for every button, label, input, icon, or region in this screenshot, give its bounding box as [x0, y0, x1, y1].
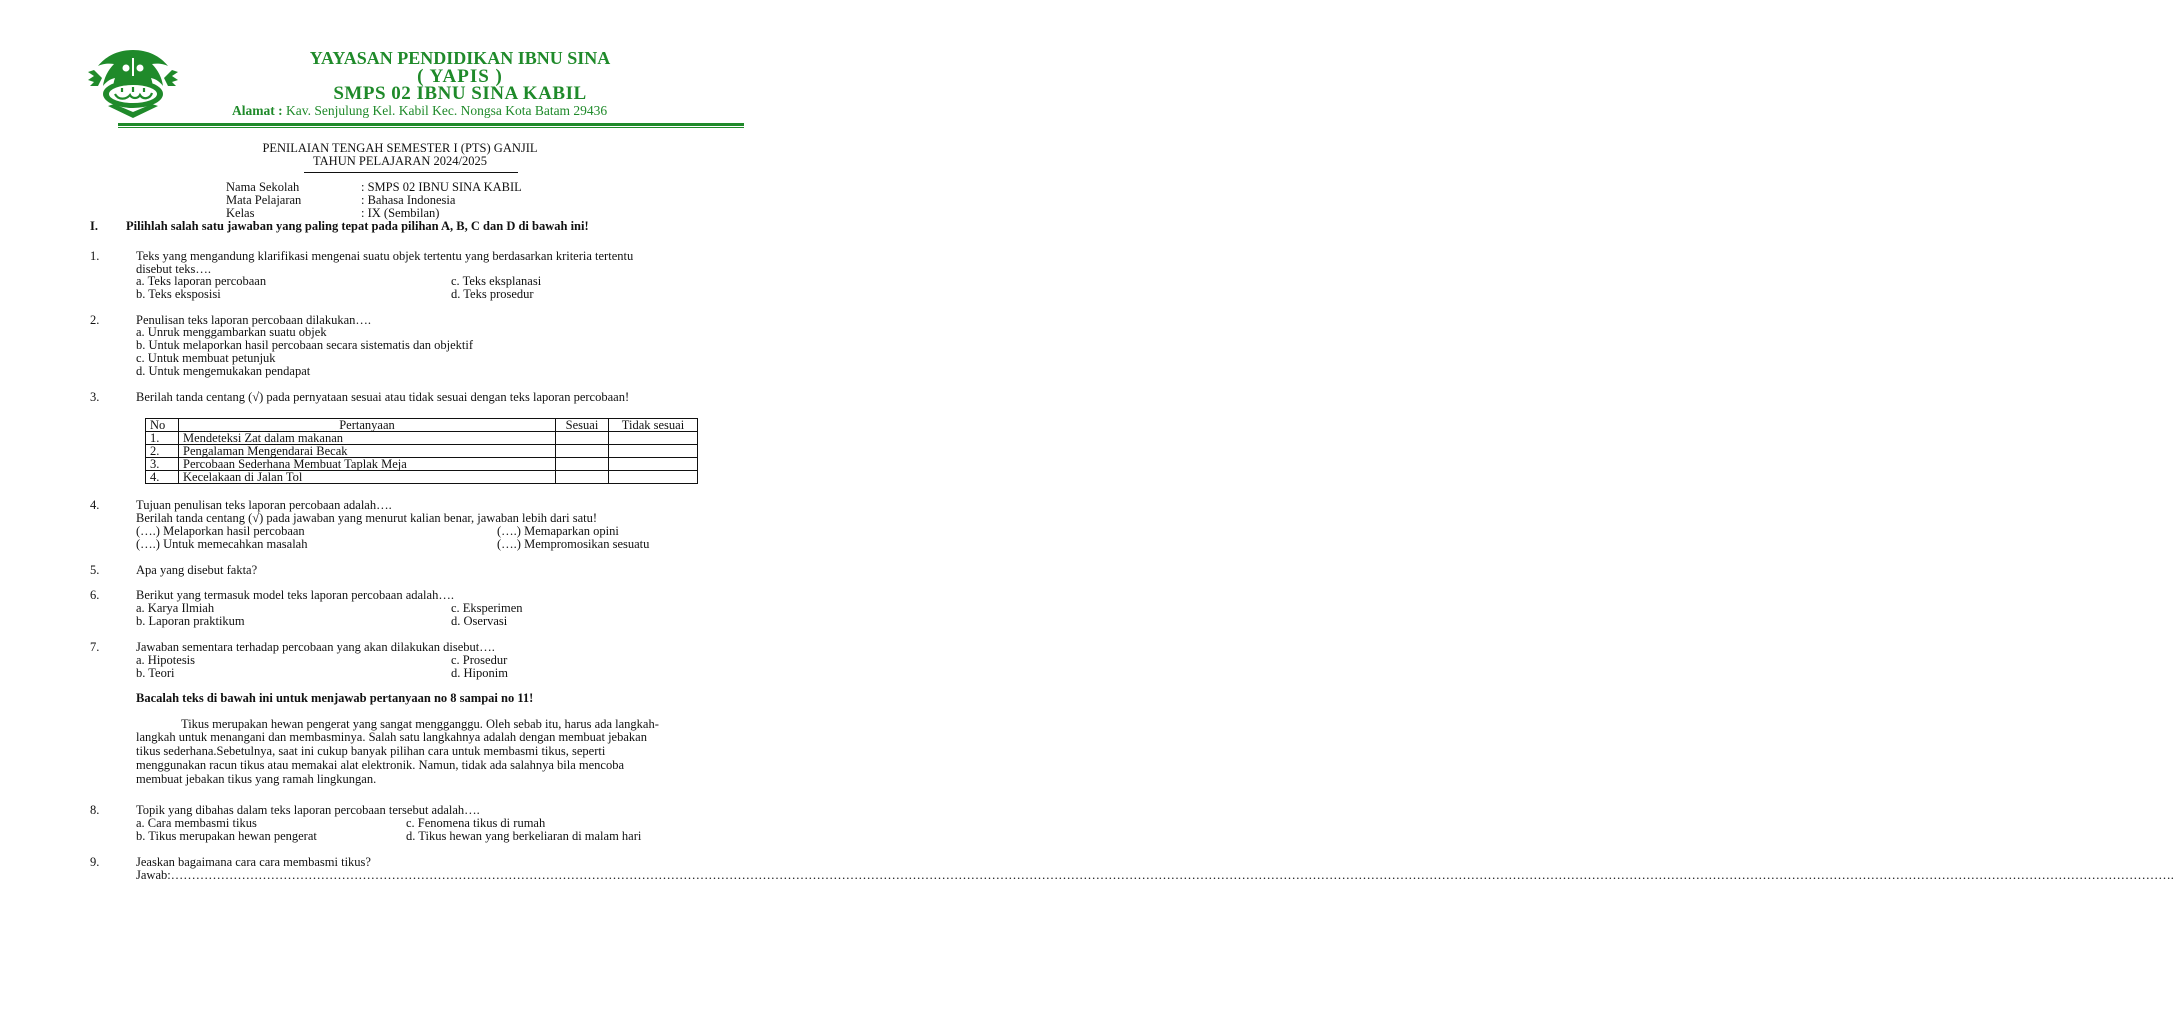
reading-line: menggunakan racun tikus atau memakai alat elektronik. Namun, tidak ada salahnya bila mencoba — [136, 758, 625, 772]
table-cell-tidak-sesuai[interactable] — [609, 471, 698, 484]
info-value-class: : IX (Sembilan) — [361, 206, 440, 220]
table-cell-sesuai[interactable] — [556, 445, 609, 458]
q1-number: 1. — [90, 249, 100, 263]
info-label-school: Nama Sekolah — [226, 180, 300, 194]
q6-option-a: a. Karya Ilmiah — [136, 601, 215, 615]
q4-option-a: (….) Melaporkan hasil percobaan — [136, 524, 305, 538]
q4-text: Tujuan penulisan teks laporan percobaan adalah…. — [136, 498, 392, 512]
school-address — [232, 103, 607, 119]
q7-text: Jawaban sementara terhadap percobaan yang akan dilakukan disebut…. — [136, 640, 495, 654]
table-header-row — [146, 419, 698, 432]
q4-option-c: (….) Memaparkan opini — [497, 524, 619, 538]
table-row — [146, 432, 698, 445]
q3-number: 3. — [90, 390, 100, 404]
table-cell-question: Mendeteksi Zat dalam makanan — [179, 432, 556, 445]
q2-option-c: c. Untuk membuat petunjuk — [136, 351, 276, 365]
q1-option-c: c. Teks eksplanasi — [451, 274, 542, 288]
q8-number: 8. — [90, 803, 100, 817]
q2-option-d: d. Untuk mengemukakan pendapat — [136, 364, 311, 378]
table-cell-no: 2. — [146, 445, 179, 458]
table-header-question: Pertanyaan — [179, 419, 556, 432]
q1-text-cont: disebut teks…. — [136, 262, 211, 276]
table-cell-tidak-sesuai[interactable] — [609, 458, 698, 471]
table-header-tidak-sesuai: Tidak sesuai — [609, 419, 698, 432]
q6-text: Berikut yang termasuk model teks laporan percobaan adalah…. — [136, 588, 454, 602]
table-row — [146, 445, 698, 458]
section-instruction: Pilihlah salah satu jawaban yang paling tepat pada pilihan A, B, C dan D di bawah ini! — [126, 219, 589, 233]
q2-option-a: a. Unruk menggambarkan suatu objek — [136, 325, 327, 339]
q9-answer-line[interactable]: Jawab:…………………………………………………………………………………………………………………………………………………………………………………………………………………………………………………………………………………………………………………………………………………………………………………………………………………………………………. — [136, 868, 2174, 882]
exam-year: TAHUN PELAJARAN 2024/2025 — [313, 154, 487, 168]
table-cell-sesuai[interactable] — [556, 471, 609, 484]
reading-line: membuat jebakan tikus yang ramah lingkungan. — [136, 772, 377, 786]
info-value-school: : SMPS 02 IBNU SINA KABIL — [361, 180, 522, 194]
q7-option-c: c. Prosedur — [451, 653, 508, 667]
q3-table — [145, 418, 698, 484]
table-cell-question: Kecelakaan di Jalan Tol — [179, 471, 556, 484]
q8-option-a: a. Cara membasmi tikus — [136, 816, 257, 830]
q7-option-b: b. Teori — [136, 666, 175, 680]
q8-text: Topik yang dibahas dalam teks laporan percobaan tersebut adalah…. — [136, 803, 480, 817]
q7-number: 7. — [90, 640, 100, 654]
reading-line: langkah untuk menangani dan membasminya. Salah satu langkahnya adalah dengan membuat jebakan — [136, 730, 647, 744]
q4-option-b: (….) Untuk memecahkan masalah — [136, 537, 308, 551]
q4-text-cont: Berilah tanda centang (√) pada jawaban yang menurut kalian benar, jawaban lebih dari satu! — [136, 511, 598, 525]
q2-option-b: b. Untuk melaporkan hasil percobaan secara sistematis dan objektif — [136, 338, 474, 352]
table-cell-question: Pengalaman Mengendarai Becak — [179, 445, 556, 458]
address-text: Kav. Senjulung Kel. Kabil Kec. Nongsa Kota Batam 29436 — [282, 103, 608, 118]
info-label-subject: Mata Pelajaran — [226, 193, 302, 207]
q5-text: Apa yang disebut fakta? — [136, 563, 258, 577]
q8-option-b: b. Tikus merupakan hewan pengerat — [136, 829, 317, 843]
info-value-subject: : Bahasa Indonesia — [361, 193, 456, 207]
table-cell-no: 4. — [146, 471, 179, 484]
q8-option-d: d. Tikus hewan yang berkeliaran di malam hari — [406, 829, 642, 843]
q2-text: Penulisan teks laporan percobaan dilakukan…. — [136, 313, 371, 327]
section-number: I. — [90, 219, 98, 233]
table-cell-sesuai[interactable] — [556, 458, 609, 471]
table-header-sesuai: Sesuai — [556, 419, 609, 432]
q7-option-a: a. Hipotesis — [136, 653, 196, 667]
q3-text: Berilah tanda centang (√) pada pernyataan sesuai atau tidak sesuai dengan teks laporan percobaan! — [136, 390, 630, 404]
q6-option-d: d. Oservasi — [451, 614, 508, 628]
header-rule-thin — [118, 127, 744, 128]
q6-option-b: b. Laporan praktikum — [136, 614, 245, 628]
q9-text: Jeaskan bagaimana cara cara membasmi tikus? — [136, 855, 371, 869]
q6-number: 6. — [90, 588, 100, 602]
q8-option-c: c. Fenomena tikus di rumah — [406, 816, 546, 830]
table-cell-tidak-sesuai[interactable] — [609, 445, 698, 458]
school-logo-icon — [88, 48, 178, 120]
q1-text: Teks yang mengandung klarifikasi mengenai suatu objek tertentu yang berdasarkan kriteria tertentu — [136, 249, 634, 263]
q4-number: 4. — [90, 498, 100, 512]
reading-line: Tikus merupakan hewan pengerat yang sangat mengganggu. Oleh sebab itu, harus ada langkah- — [181, 717, 659, 731]
school-name: SMPS 02 IBNU SINA KABIL — [333, 83, 587, 104]
table-cell-no: 1. — [146, 432, 179, 445]
reading-instruction: Bacalah teks di bawah ini untuk menjawab pertanyaan no 8 sampai no 11! — [136, 691, 534, 705]
q2-number: 2. — [90, 313, 100, 327]
table-cell-question: Percobaan Sederhana Membuat Taplak Meja — [179, 458, 556, 471]
reading-line: tikus sederhana.Sebetulnya, saat ini cukup banyak pilihan cara untuk membasmi tikus, seperti — [136, 744, 606, 758]
foundation-abbr: ( YAPIS ) — [417, 66, 503, 87]
exam-title: PENILAIAN TENGAH SEMESTER I (PTS) GANJIL — [262, 141, 538, 155]
q7-option-d: d. Hiponim — [451, 666, 508, 680]
table-cell-tidak-sesuai[interactable] — [609, 432, 698, 445]
foundation-name: YAYASAN PENDIDIKAN IBNU SINA — [309, 48, 611, 68]
info-label-class: Kelas — [226, 206, 255, 220]
q6-option-c: c. Eksperimen — [451, 601, 523, 615]
q5-number: 5. — [90, 563, 100, 577]
table-header-no: No — [146, 419, 179, 432]
table-cell-no: 3. — [146, 458, 179, 471]
title-underline — [304, 172, 518, 173]
q1-option-a: a. Teks laporan percobaan — [136, 274, 267, 288]
q1-option-b: b. Teks eksposisi — [136, 287, 221, 301]
q9-number: 9. — [90, 855, 100, 869]
table-cell-sesuai[interactable] — [556, 432, 609, 445]
q4-option-d: (….) Mempromosikan sesuatu — [497, 537, 650, 551]
header-rule — [118, 123, 744, 126]
q1-option-d: d. Teks prosedur — [451, 287, 534, 301]
table-row — [146, 458, 698, 471]
address-label: Alamat : — [232, 103, 283, 118]
table-row — [146, 471, 698, 484]
